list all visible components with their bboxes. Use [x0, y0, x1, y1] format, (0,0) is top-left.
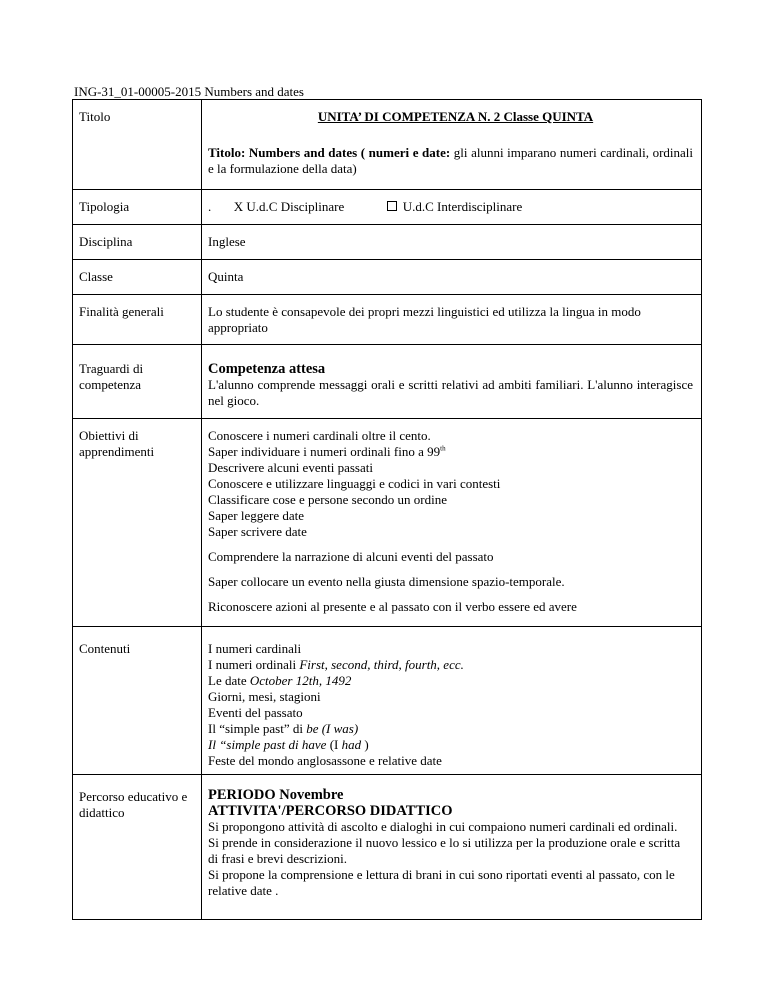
obiettivo-10: Riconoscere azioni al presente e al passato con il verbo essere ed avere — [208, 599, 577, 614]
row-disciplina — [73, 225, 702, 260]
obiettivo-4: Conoscere e utilizzare linguaggi e codici in vari contesti — [208, 476, 501, 491]
obiettivo-2: Saper individuare i numeri ordinali fino a 99th — [208, 444, 446, 459]
contenuto-ordinali: I numeri ordinali First, second, third, fourth, ecc. — [208, 657, 464, 672]
contenuto-feste: Feste del mondo anglosassone e relative date — [208, 753, 442, 768]
option-interdisciplinare: U.d.C Interdisciplinare — [402, 199, 523, 214]
tipologia-dot: . — [208, 199, 212, 214]
unit-title-rest: gli alunni imparano numeri cardinali, ordinali e la formulazione della data) — [208, 145, 694, 176]
obiettivo-7: Saper scrivere date — [208, 524, 307, 539]
value-disciplina: Inglese — [202, 225, 702, 260]
row-classe — [73, 260, 702, 295]
contenuto-cardinali: I numeri cardinali — [208, 641, 302, 656]
label-obiettivi: Obiettivi di apprendimenti — [73, 419, 202, 627]
contenuto-eventi: Eventi del passato — [208, 705, 303, 720]
checkbox-interdisciplinare[interactable] — [387, 201, 397, 211]
traguardi-heading: Competenza attesa — [208, 361, 326, 377]
unit-heading: UNITA’ DI COMPETENZA N. 2 Classe QUINTA — [317, 109, 594, 124]
unit-title — [202, 135, 701, 183]
label-finalita: Finalità generali — [73, 295, 202, 345]
percorso-p2: Si prende in considerazione il nuovo lessico e lo si utilizza per la produzione orale e scritta di frasi e brevi descrizioni. — [208, 835, 681, 866]
row-finalita — [73, 295, 702, 345]
value-finalita: Lo studente è consapevole dei propri mezzi linguistici ed utilizza la lingua in modo appropriato — [202, 295, 702, 345]
percorso-p3: Si propone la comprensione e lettura di brani in cui sono riportati eventi al passato, con le relative date . — [208, 867, 675, 898]
contenuto-simple-past-be: Il “simple past” di be (I was) — [208, 721, 359, 736]
contenuto-simple-past-have: Il “simple past di have (I had ) — [208, 737, 369, 752]
superscript-th: th — [440, 444, 446, 453]
obiettivo-9: Saper collocare un evento nella giusta dimensione spazio-temporale. — [208, 574, 565, 589]
percorso-attivita: ATTIVITA'/PERCORSO DIDATTICO — [208, 803, 453, 819]
obiettivo-6: Saper leggere date — [208, 508, 305, 523]
row-contenuti — [73, 627, 702, 775]
row-traguardi — [73, 345, 702, 419]
label-percorso: Percorso educativo e didattico — [73, 775, 202, 920]
option-disciplinare: X U.d.C Disciplinare — [233, 199, 345, 214]
label-tipologia: Tipologia — [73, 190, 202, 225]
row-titolo — [73, 100, 702, 190]
competency-table — [72, 99, 702, 920]
contenuto-giorni: Giorni, mesi, stagioni — [208, 689, 321, 704]
traguardi-text: L'alunno comprende messaggi orali e scritti relativi ad ambiti familiari. L'alunno interagisce nel gioco. — [208, 377, 693, 408]
unit-title-bold: Titolo: Numbers and dates ( numeri e date: — [208, 145, 451, 160]
row-tipologia — [73, 190, 702, 225]
label-disciplina: Disciplina — [73, 225, 202, 260]
contenuto-date: Le date October 12th, 1492 — [208, 673, 352, 688]
document-header: ING-31_01-00005-2015 Numbers and dates — [74, 84, 304, 99]
label-titolo: Titolo — [73, 100, 202, 190]
percorso-p1: Si propongono attività di ascolto e dialoghi in cui compaiono numeri cardinali ed ordinali. — [208, 819, 678, 834]
obiettivo-3: Descrivere alcuni eventi passati — [208, 460, 373, 475]
obiettivo-5: Classificare cose e persone secondo un ordine — [208, 492, 447, 507]
obiettivo-8: Comprendere la narrazione di alcuni eventi del passato — [208, 549, 494, 564]
row-percorso — [73, 775, 702, 920]
percorso-periodo: PERIODO Novembre — [208, 787, 344, 803]
obiettivo-1: Conoscere i numeri cardinali oltre il cento. — [208, 428, 431, 443]
row-obiettivi — [73, 419, 702, 627]
label-contenuti: Contenuti — [73, 627, 202, 775]
label-traguardi: Traguardi di competenza — [73, 345, 202, 419]
value-classe: Quinta — [202, 260, 702, 295]
label-classe: Classe — [73, 260, 202, 295]
